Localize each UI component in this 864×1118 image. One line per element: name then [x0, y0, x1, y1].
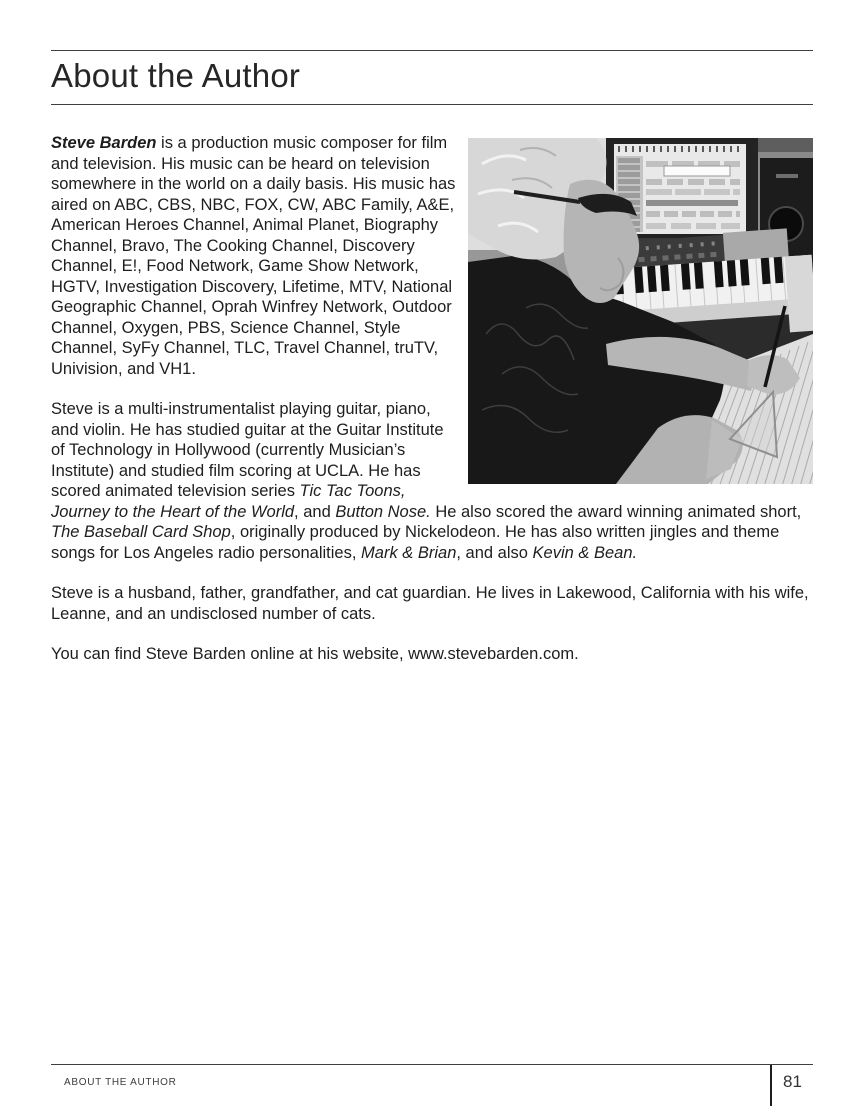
footer-page-number: 81 [783, 1072, 802, 1091]
text-segment: Kevin & Bean. [532, 543, 638, 562]
text-segment: , and [294, 502, 336, 521]
footer-section-label: ABOUT THE AUTHOR [64, 1077, 177, 1088]
body-text [51, 133, 813, 665]
text-segment: You can find Steve Barden online at his website, www.stevebarden.com. [51, 645, 579, 663]
text-segment: Tic Tac Toons, Journey to the Heart of the World [51, 482, 406, 521]
text-segment: Button Nose. [335, 502, 431, 521]
page-footer [51, 1064, 813, 1118]
text-segment: Steve Barden [51, 134, 157, 152]
text-segment: The Baseball Card Shop [51, 523, 231, 541]
text-segment: Steve is a husband, father, grandfather, and cat guardian. He lives in Lakewood, California with his wife, Leanne, and an undisclosed number of cats. [51, 584, 809, 623]
text-segment: , and also [456, 543, 533, 562]
page-content [51, 50, 813, 685]
paragraph [51, 583, 813, 624]
text-segment: is a production music composer for film and television. His music can be heard on television somewhere in the world on a daily basis. His music has aired on ABC, CBS, NBC, FOX, CW, ABC Family, A&E, American Heroes Channel, Animal Planet, Biography Channel, Bravo, The Cooking Channel, Discovery Channel, E!, Food Network, Game Show Network, HGTV, Investigation Discovery, Lifetime, MTV, National Geographic Channel, Oprah Winfrey Network, Outdoor Channel, Oxygen, PBS, Science Channel, Style Channel, SyFy Channel, TLC, Travel Channel, truTV, Univision, and VH1. [51, 134, 456, 378]
title-block [51, 50, 813, 105]
text-segment: He also scored the award winning animated short, [430, 502, 802, 521]
text-segment: Steve is a multi-instrumentalist playing guitar, piano, and violin. He has studied guitar at the Guitar Institute of Technology in Hollywood (currently Musician’s Institute) and studied film scoring at UCLA. He has scored animated television series [51, 400, 444, 500]
author-photo-illustration [468, 138, 813, 484]
text-segment: Mark & Brian [361, 543, 457, 562]
author-photo [468, 138, 813, 484]
page-title: About the Author [51, 57, 301, 94]
paragraph [51, 644, 813, 665]
text-segment: , originally produced by Nickelodeon. He has also written jingles and theme songs for Los Angeles radio personalities, [51, 523, 780, 562]
